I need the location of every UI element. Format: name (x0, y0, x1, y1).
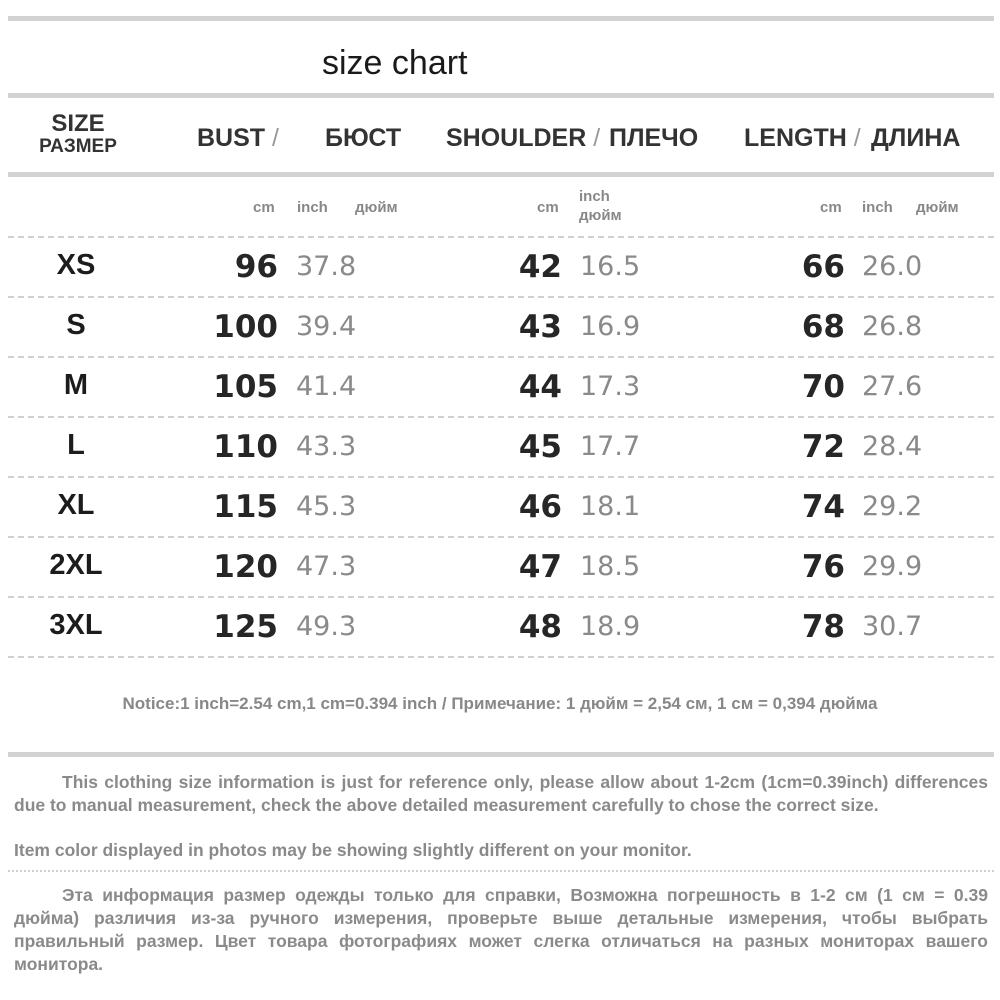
bust-inch-value: 47.3 (296, 551, 357, 582)
length-cm-value: 76 (801, 549, 845, 585)
disclaimer-en: This clothing size information is just for reference only, please allow about 1-2cm (1cm=0.39inch) differences due to manual measurement, check the above detailed measurement carefully to chose the correct size. (14, 772, 988, 815)
row-divider (8, 356, 994, 358)
row-divider (8, 596, 994, 598)
bust-inch-value: 41.4 (296, 371, 357, 402)
shoulder-inch-value: 17.7 (580, 431, 641, 462)
length-cm-value: 78 (801, 609, 845, 645)
row-divider (8, 476, 994, 478)
bust-cm-value: 100 (213, 309, 278, 345)
length-cm-value: 70 (801, 369, 845, 405)
header-size-en: SIZE (51, 110, 105, 137)
row-divider (8, 656, 994, 658)
bust-inch-value: 45.3 (296, 491, 357, 522)
size-label: XL (57, 489, 95, 521)
shoulder-inch-value: 18.1 (580, 491, 641, 522)
header-size-ru: РАЗМЕР (39, 136, 117, 157)
bust-cm-value: 105 (213, 369, 278, 405)
bust-inch-value: 37.8 (296, 251, 357, 282)
shoulder-cm-value: 42 (518, 249, 562, 285)
header-shoulder (446, 124, 600, 153)
bust-cm-value: 115 (213, 489, 278, 525)
unit-length-inch-ru: дюйм (916, 199, 959, 216)
length-inch-value: 29.2 (862, 491, 923, 522)
header-bust (197, 124, 279, 153)
header-slash: / (593, 124, 601, 152)
unit-length-inch: inch (862, 199, 893, 216)
row-divider (8, 416, 994, 418)
size-label: XS (56, 249, 96, 281)
shoulder-inch-value: 18.9 (580, 611, 641, 642)
size-label: L (67, 429, 85, 461)
shoulder-cm-value: 48 (518, 609, 562, 645)
bust-cm-value: 120 (213, 549, 278, 585)
top-divider (8, 16, 994, 21)
header-bust-en: BUST (197, 124, 266, 152)
row-divider (8, 296, 994, 298)
unit-bust-inch-ru: дюйм (355, 199, 398, 216)
header-length-en: LENGTH (744, 124, 847, 152)
unit-bust-cm: cm (253, 199, 275, 216)
size-label: 2XL (49, 549, 103, 581)
shoulder-inch-value: 18.5 (580, 551, 641, 582)
unit-shoulder-inch: inch (579, 188, 610, 205)
unit-shoulder-cm: cm (537, 199, 559, 216)
unit-bust-inch: inch (297, 199, 328, 216)
page-title: size chart (322, 44, 468, 82)
header-shoulder-en: SHOULDER (446, 124, 587, 152)
bust-inch-value: 49.3 (296, 611, 357, 642)
row-divider (8, 536, 994, 538)
length-cm-value: 66 (801, 249, 845, 285)
row-divider (8, 236, 994, 238)
shoulder-inch-value: 16.5 (580, 251, 641, 282)
header-length (744, 124, 861, 153)
header-bottom-divider (8, 172, 994, 177)
bust-inch-value: 43.3 (296, 431, 357, 462)
header-slash: / (853, 124, 861, 152)
length-cm-value: 68 (801, 309, 845, 345)
bust-cm-value: 110 (213, 429, 278, 465)
shoulder-cm-value: 46 (518, 489, 562, 525)
bust-cm-value: 96 (234, 249, 278, 285)
length-inch-value: 26.8 (862, 311, 923, 342)
header-shoulder-ru: ПЛЕЧО (609, 124, 699, 152)
header-top-divider (8, 93, 994, 98)
length-cm-value: 72 (801, 429, 845, 465)
bust-cm-value: 125 (213, 609, 278, 645)
notice-divider (8, 752, 994, 757)
disclaimer-en-color: Item color displayed in photos may be showing slightly different on your monitor. (14, 840, 692, 860)
size-label: 3XL (49, 609, 103, 641)
conversion-notice: Notice:1 inch=2.54 cm,1 cm=0.394 inch / Примечание: 1 дюйм = 2,54 см, 1 см = 0,394 дюйма (122, 694, 878, 713)
shoulder-cm-value: 43 (518, 309, 562, 345)
length-inch-value: 30.7 (862, 611, 923, 642)
header-size (28, 112, 128, 158)
bust-inch-value: 39.4 (296, 311, 357, 342)
length-inch-value: 27.6 (862, 371, 923, 402)
header-slash: / (272, 124, 279, 152)
shoulder-inch-value: 16.9 (580, 311, 641, 342)
shoulder-cm-value: 45 (518, 429, 562, 465)
length-inch-value: 26.0 (862, 251, 923, 282)
unit-length-cm: cm (820, 199, 842, 216)
size-label: M (63, 369, 89, 401)
length-cm-value: 74 (801, 489, 845, 525)
size-label: S (66, 309, 86, 341)
length-inch-value: 29.9 (862, 551, 923, 582)
header-length-ru: ДЛИНА (871, 124, 961, 152)
disclaimer-divider (8, 870, 994, 872)
unit-shoulder-inch-ru: дюйм (579, 207, 622, 224)
shoulder-inch-value: 17.3 (580, 371, 641, 402)
header-bust-ru: БЮСТ (325, 124, 402, 152)
shoulder-cm-value: 44 (518, 369, 562, 405)
length-inch-value: 28.4 (862, 431, 923, 462)
disclaimer-ru: Эта информация размер одежды только для справки, Возможна погрешность в 1-2 см (1 см = 0.39 дюйма) различия из-за ручного измерения, проверьте выше детальные измерения, чтобы выбрать правильный размер. Цвет товара фотографиях может слегка отличаться на разных мониторах вашего монитора. (14, 885, 988, 974)
shoulder-cm-value: 47 (518, 549, 562, 585)
